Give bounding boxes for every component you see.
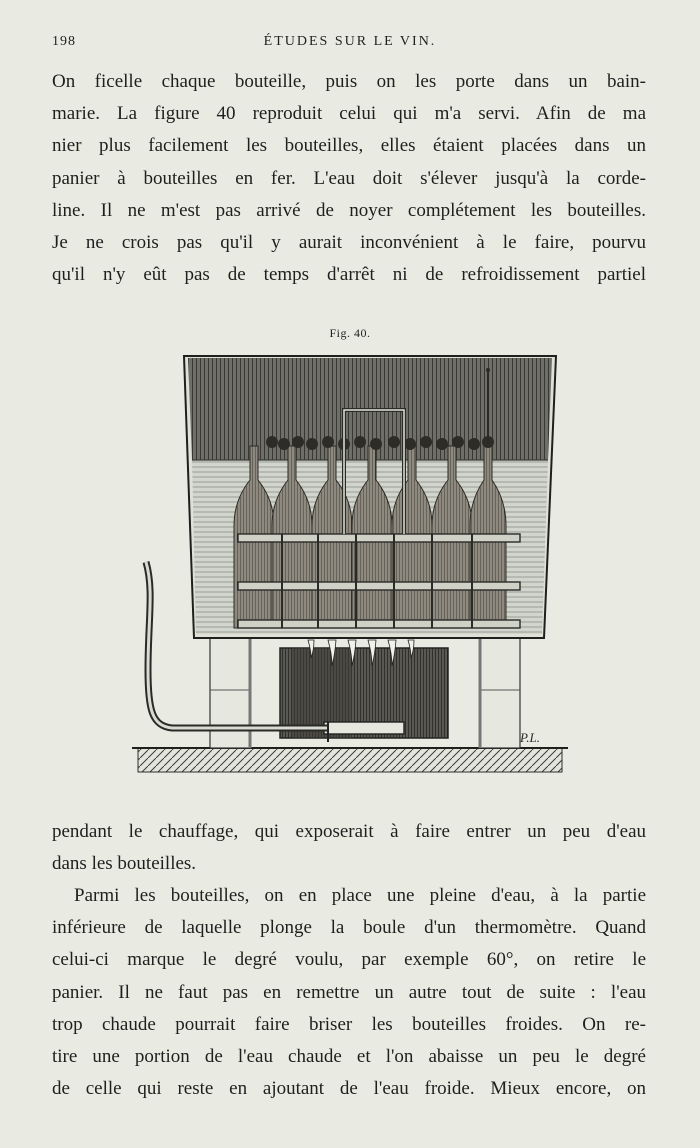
text-line: trop chaude pourrait faire briser les bouteilles froides. On re- [52,1013,646,1035]
text-line: pendant le chauffage, qui exposerait à faire entrer un peu d'eau [52,821,646,842]
text-line: panier. Il ne faut pas en remettre un autre tout de suite : l'eau [52,981,646,1003]
text-line: dans les bouteilles. [52,853,197,875]
figure-40 [132,350,572,782]
text-line: panier à bouteilles en fer. L'eau doit s'élever jusqu'à la corde- [52,167,646,189]
text-line: On ficelle chaque bouteille, puis on les porte dans un bain- [52,71,646,92]
text-line: Je ne crois pas qu'il y aurait inconvénient à le faire, pourvu [52,232,646,254]
burner [280,640,448,738]
text-line: de celle qui reste en ajoutant de l'eau froide. Mieux encore, on [52,1078,646,1100]
text-line: celui-ci marque le degré voulu, par exemple 60°, on retire le [52,949,646,971]
text-line: line. Il ne m'est pas arrivé de noyer complétement les bouteilles. [52,199,646,221]
paragraph-2 [52,816,646,880]
text-line: marie. La figure 40 reproduit celui qui m'a servi. Afin de ma [52,103,646,125]
bain-marie-illustration [132,350,572,782]
engraver-signature: P.L. [520,730,540,745]
brick-support-right [480,638,520,748]
page-header [52,34,648,54]
text-line: inférieure de laquelle plonge la boule d'un thermomètre. Quand [52,917,646,939]
text-line: qu'il n'y eût pas de temps d'arrêt ni de refroidissement partiel [52,264,646,286]
page-number: 198 [52,34,76,49]
running-title: ÉTUDES SUR LE VIN. [263,34,437,49]
text-line: Parmi les bouteilles, on en place une pleine d'eau, à la partie [74,885,646,906]
paragraph-1 [52,66,646,291]
text-line: tire une portion de l'eau chaude et l'on abaisse un peu le degré [52,1046,646,1068]
figure-caption: Fig. 40. [329,326,371,340]
text-line: nier plus facilement les bouteilles, elles étaient placées dans un [52,135,646,157]
paragraph-3 [52,880,646,1105]
